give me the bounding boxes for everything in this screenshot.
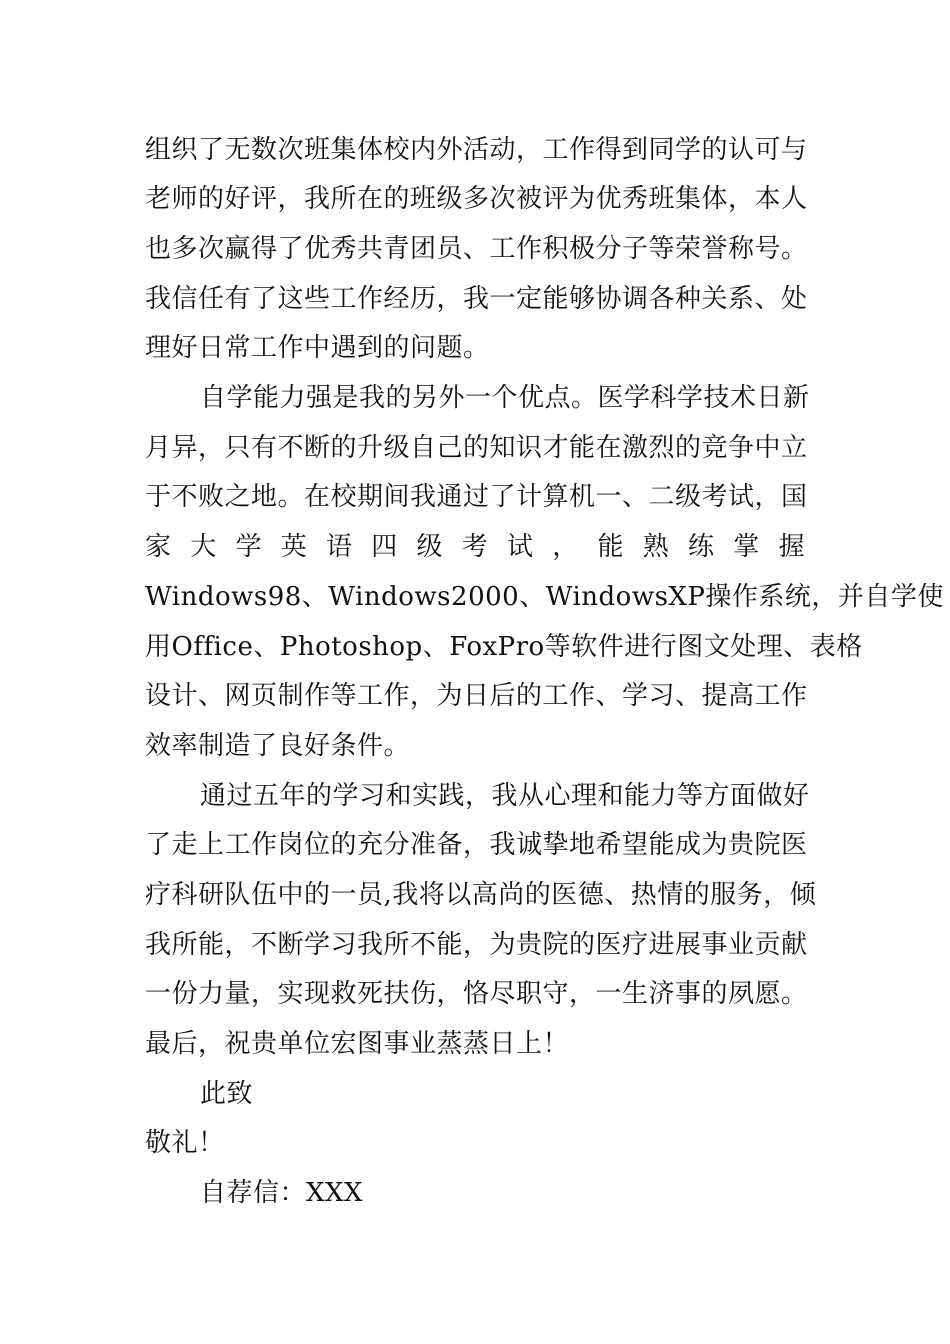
closing-regards: 敬礼！ bbox=[145, 1128, 225, 1158]
paragraph1-line-4: 我信任有了这些工作经历，我一定能够协调各种关系、处 bbox=[145, 284, 808, 314]
paragraph3-line-5: 一份力量，实现救死扶伤，恪尽职守，一生济事的夙愿。 bbox=[145, 979, 808, 1009]
paragraph1-line-3: 也多次赢得了优秀共青团员、工作积极分子等荣誉称号。 bbox=[145, 234, 808, 264]
closing-signature: 自荐信：XXX bbox=[200, 1178, 364, 1208]
paragraph2-line-5: Windows98、Windows2000、WindowsXP操作系统，并自学使 bbox=[145, 582, 944, 612]
paragraph1-line-2: 老师的好评，我所在的班级多次被评为优秀班集体，本人 bbox=[145, 184, 808, 214]
paragraph3-line-3: 疗科研队伍中的一员,我将以高尚的医德、热情的服务，倾 bbox=[145, 880, 817, 910]
paragraph2-line-3: 于不败之地。在校期间我通过了计算机一、二级考试，国 bbox=[145, 482, 808, 512]
paragraph2-line-4: 家 大 学 英 语 四 级 考 试 ， 能 熟 练 掌 握 bbox=[145, 532, 805, 562]
paragraph2-line-6: 用Office、Photoshop、FoxPro等软件进行图文处理、表格 bbox=[145, 632, 863, 662]
paragraph3-line-1: 通过五年的学习和实践，我从心理和能力等方面做好 bbox=[200, 781, 810, 811]
paragraph3-line-4: 我所能，不断学习我所不能，为贵院的医疗进展事业贡献 bbox=[145, 930, 808, 960]
paragraph1-line-1: 组织了无数次班集体校内外活动，工作得到同学的认可与 bbox=[145, 135, 808, 165]
paragraph2-line-8: 效率制造了良好条件。 bbox=[145, 731, 411, 761]
paragraph3-line-6: 最后，祝贵单位宏图事业蒸蒸日上！ bbox=[145, 1029, 570, 1059]
closing-salutation: 此致 bbox=[200, 1079, 254, 1109]
paragraph1-line-5: 理好日常工作中遇到的问题。 bbox=[145, 333, 490, 363]
paragraph3-line-2: 了走上工作岗位的充分准备，我诚挚地希望能成为贵院医 bbox=[145, 830, 808, 860]
paragraph2-line-2: 月异，只有不断的升级自己的知识才能在激烈的竞争中立 bbox=[145, 433, 808, 463]
paragraph2-line-7: 设计、网页制作等工作，为日后的工作、学习、提高工作 bbox=[145, 681, 808, 711]
paragraph2-line-1: 自学能力强是我的另外一个优点。医学科学技术日新 bbox=[200, 383, 810, 413]
